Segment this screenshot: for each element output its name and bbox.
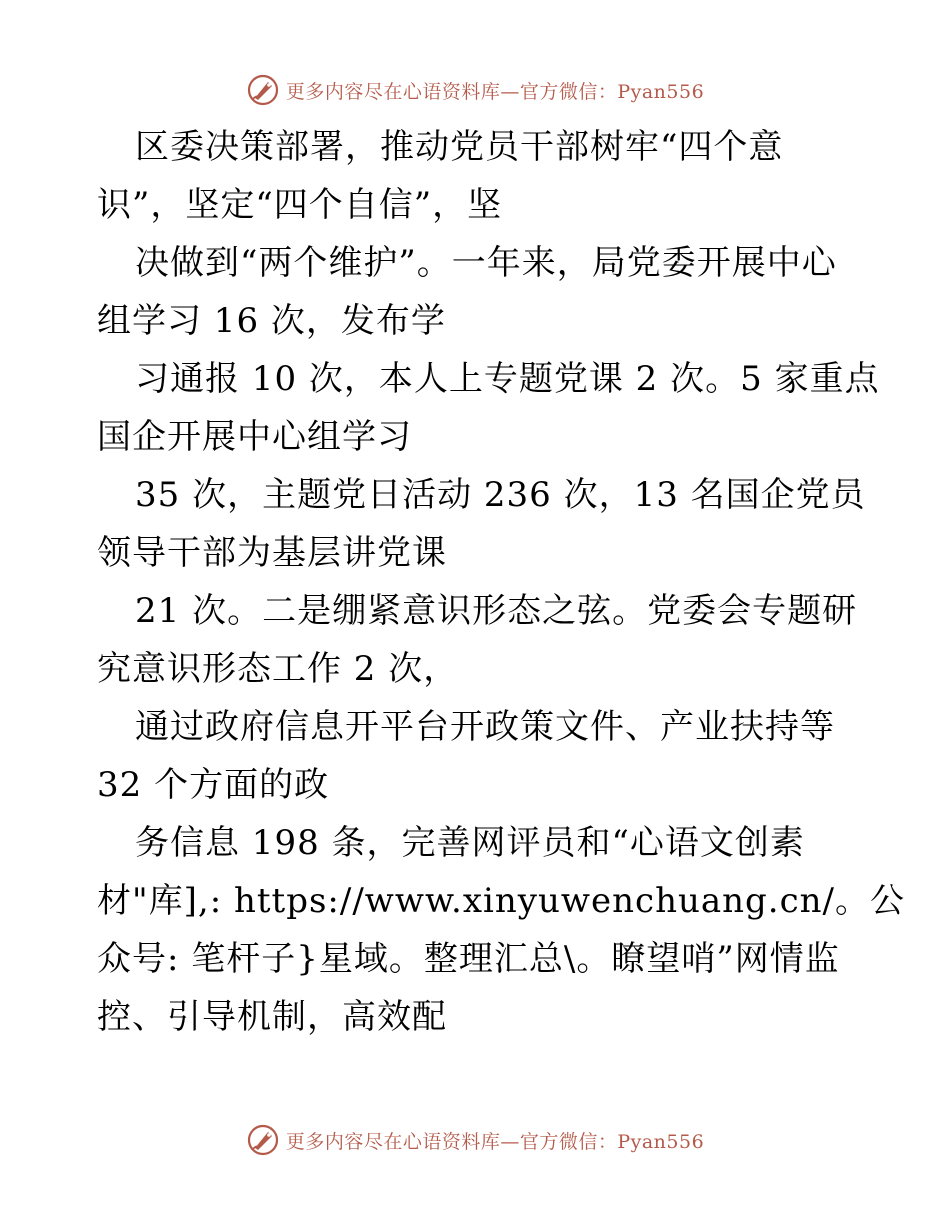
header-banner-text: 更多内容尽在心语资料库—官方微信：Pyan556 — [285, 80, 705, 103]
pen-nib-logo-icon — [246, 1123, 280, 1157]
body-line: 材"库],: https://www.xinyuwenchuang.cn/。公 — [97, 881, 906, 921]
footer-banner-text: 更多内容尽在心语资料库—官方微信：Pyan556 — [285, 1130, 705, 1153]
header-watermark — [0, 70, 950, 110]
body-line: 组学习 16 次，发布学 — [97, 301, 446, 341]
body-line: 领导干部为基层讲党课 — [97, 533, 447, 573]
body-line: 32 个方面的政 — [97, 765, 330, 805]
header-banner-inner — [246, 73, 704, 107]
body-line: 通过政府信息开平台开政策文件、产业扶持等 — [135, 707, 835, 747]
body-line: 35 次，主题党日活动 236 次，13 名国企党员 — [135, 475, 866, 515]
body-line: 决做到“两个维护”。一年来，局党委开展中心 — [135, 243, 837, 283]
body-line: 究意识形态工作 2 次， — [97, 649, 459, 689]
body-line: 国企开展中心组学习 — [97, 417, 412, 457]
document-body — [97, 118, 906, 1046]
footer-watermark — [0, 1120, 950, 1160]
footer-banner-inner — [246, 1123, 704, 1157]
body-line: 务信息 198 条，完善网评员和“心语文创素 — [135, 823, 805, 863]
body-line: 21 次。二是绷紧意识形态之弦。党委会专题研 — [135, 591, 858, 631]
body-line: 习通报 10 次，本人上专题党课 2 次。5 家重点 — [135, 359, 880, 399]
pen-nib-logo-icon — [246, 73, 280, 107]
body-line: 区委决策部署，推动党员干部树牢“四个意 — [135, 127, 784, 167]
body-line: 控、引导机制，高效配 — [97, 997, 447, 1037]
body-line: 识”，坚定“四个自信”，坚 — [97, 185, 503, 225]
body-line: 众号: 笔杆子}星域。整理汇总\。瞭望哨”网情监 — [97, 939, 840, 979]
